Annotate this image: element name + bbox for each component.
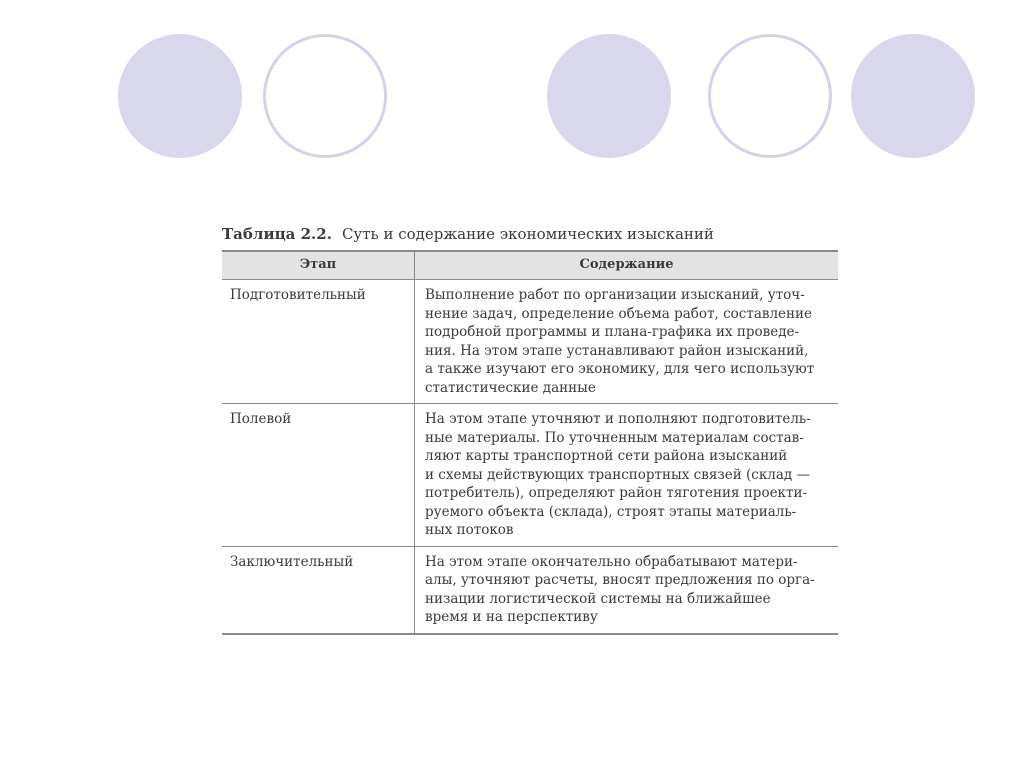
content-line: низации логистической системы на ближайшее: [425, 590, 771, 607]
table-header-row: [222, 251, 838, 280]
content-line: ных потоков: [425, 522, 514, 538]
table-row: [222, 404, 838, 547]
content-line: На этом этапе уточняют и пополняют подготовитель-: [425, 411, 811, 427]
content-line: потребитель), определяют район тяготения проекти-: [425, 485, 808, 501]
table-caption-text: Суть и содержание экономических изысканий: [341, 225, 714, 243]
content-line: ные материалы. По уточненным материалам состав-: [425, 429, 804, 446]
content-line: время и на перспективу: [425, 609, 598, 625]
content-line: Выполнение работ по организации изысканий, уточ-: [425, 287, 805, 303]
content-line: нение задач, определение объема работ, составление: [425, 305, 813, 322]
content-cell: [415, 546, 839, 634]
content-line: подробной программы и плана-графика их проведе-: [425, 324, 800, 340]
header-stage: Этап: [222, 251, 415, 280]
content-line: На этом этапе окончательно обрабатывают матери-: [425, 553, 798, 570]
decorative-circle-3: [547, 34, 671, 158]
stage-cell: Подготовительный: [222, 280, 415, 404]
decorative-circle-5: [851, 34, 975, 158]
content-line: статистические данные: [425, 379, 596, 396]
header-content: Содержание: [415, 251, 839, 280]
table-row: [222, 546, 838, 634]
content-line: ния. На этом этапе устанавливают район изысканий,: [425, 342, 809, 359]
content-cell: [415, 280, 839, 404]
content-line: и схемы действующих транспортных связей (склад —: [425, 466, 810, 483]
stage-cell: Полевой: [222, 404, 415, 547]
decorative-circle-4: [708, 34, 832, 158]
table-caption: [222, 225, 714, 243]
decorative-circle-1: [118, 34, 242, 158]
table-caption-number: Таблица 2.2.: [222, 225, 332, 243]
table-body: [222, 280, 838, 634]
content-line: алы, уточняют расчеты, вносят предложения по орга-: [425, 572, 815, 588]
table-row: [222, 280, 838, 404]
content-line: ляют карты транспортной сети района изысканий: [425, 448, 788, 464]
stages-table: [222, 250, 838, 635]
decorative-circle-2: [263, 34, 387, 158]
stage-cell: Заключительный: [222, 546, 415, 634]
content-line: руемого объекта (склада), строят этапы материаль-: [425, 503, 797, 520]
content-cell: [415, 404, 839, 547]
content-line: а также изучают его экономику, для чего используют: [425, 361, 815, 377]
